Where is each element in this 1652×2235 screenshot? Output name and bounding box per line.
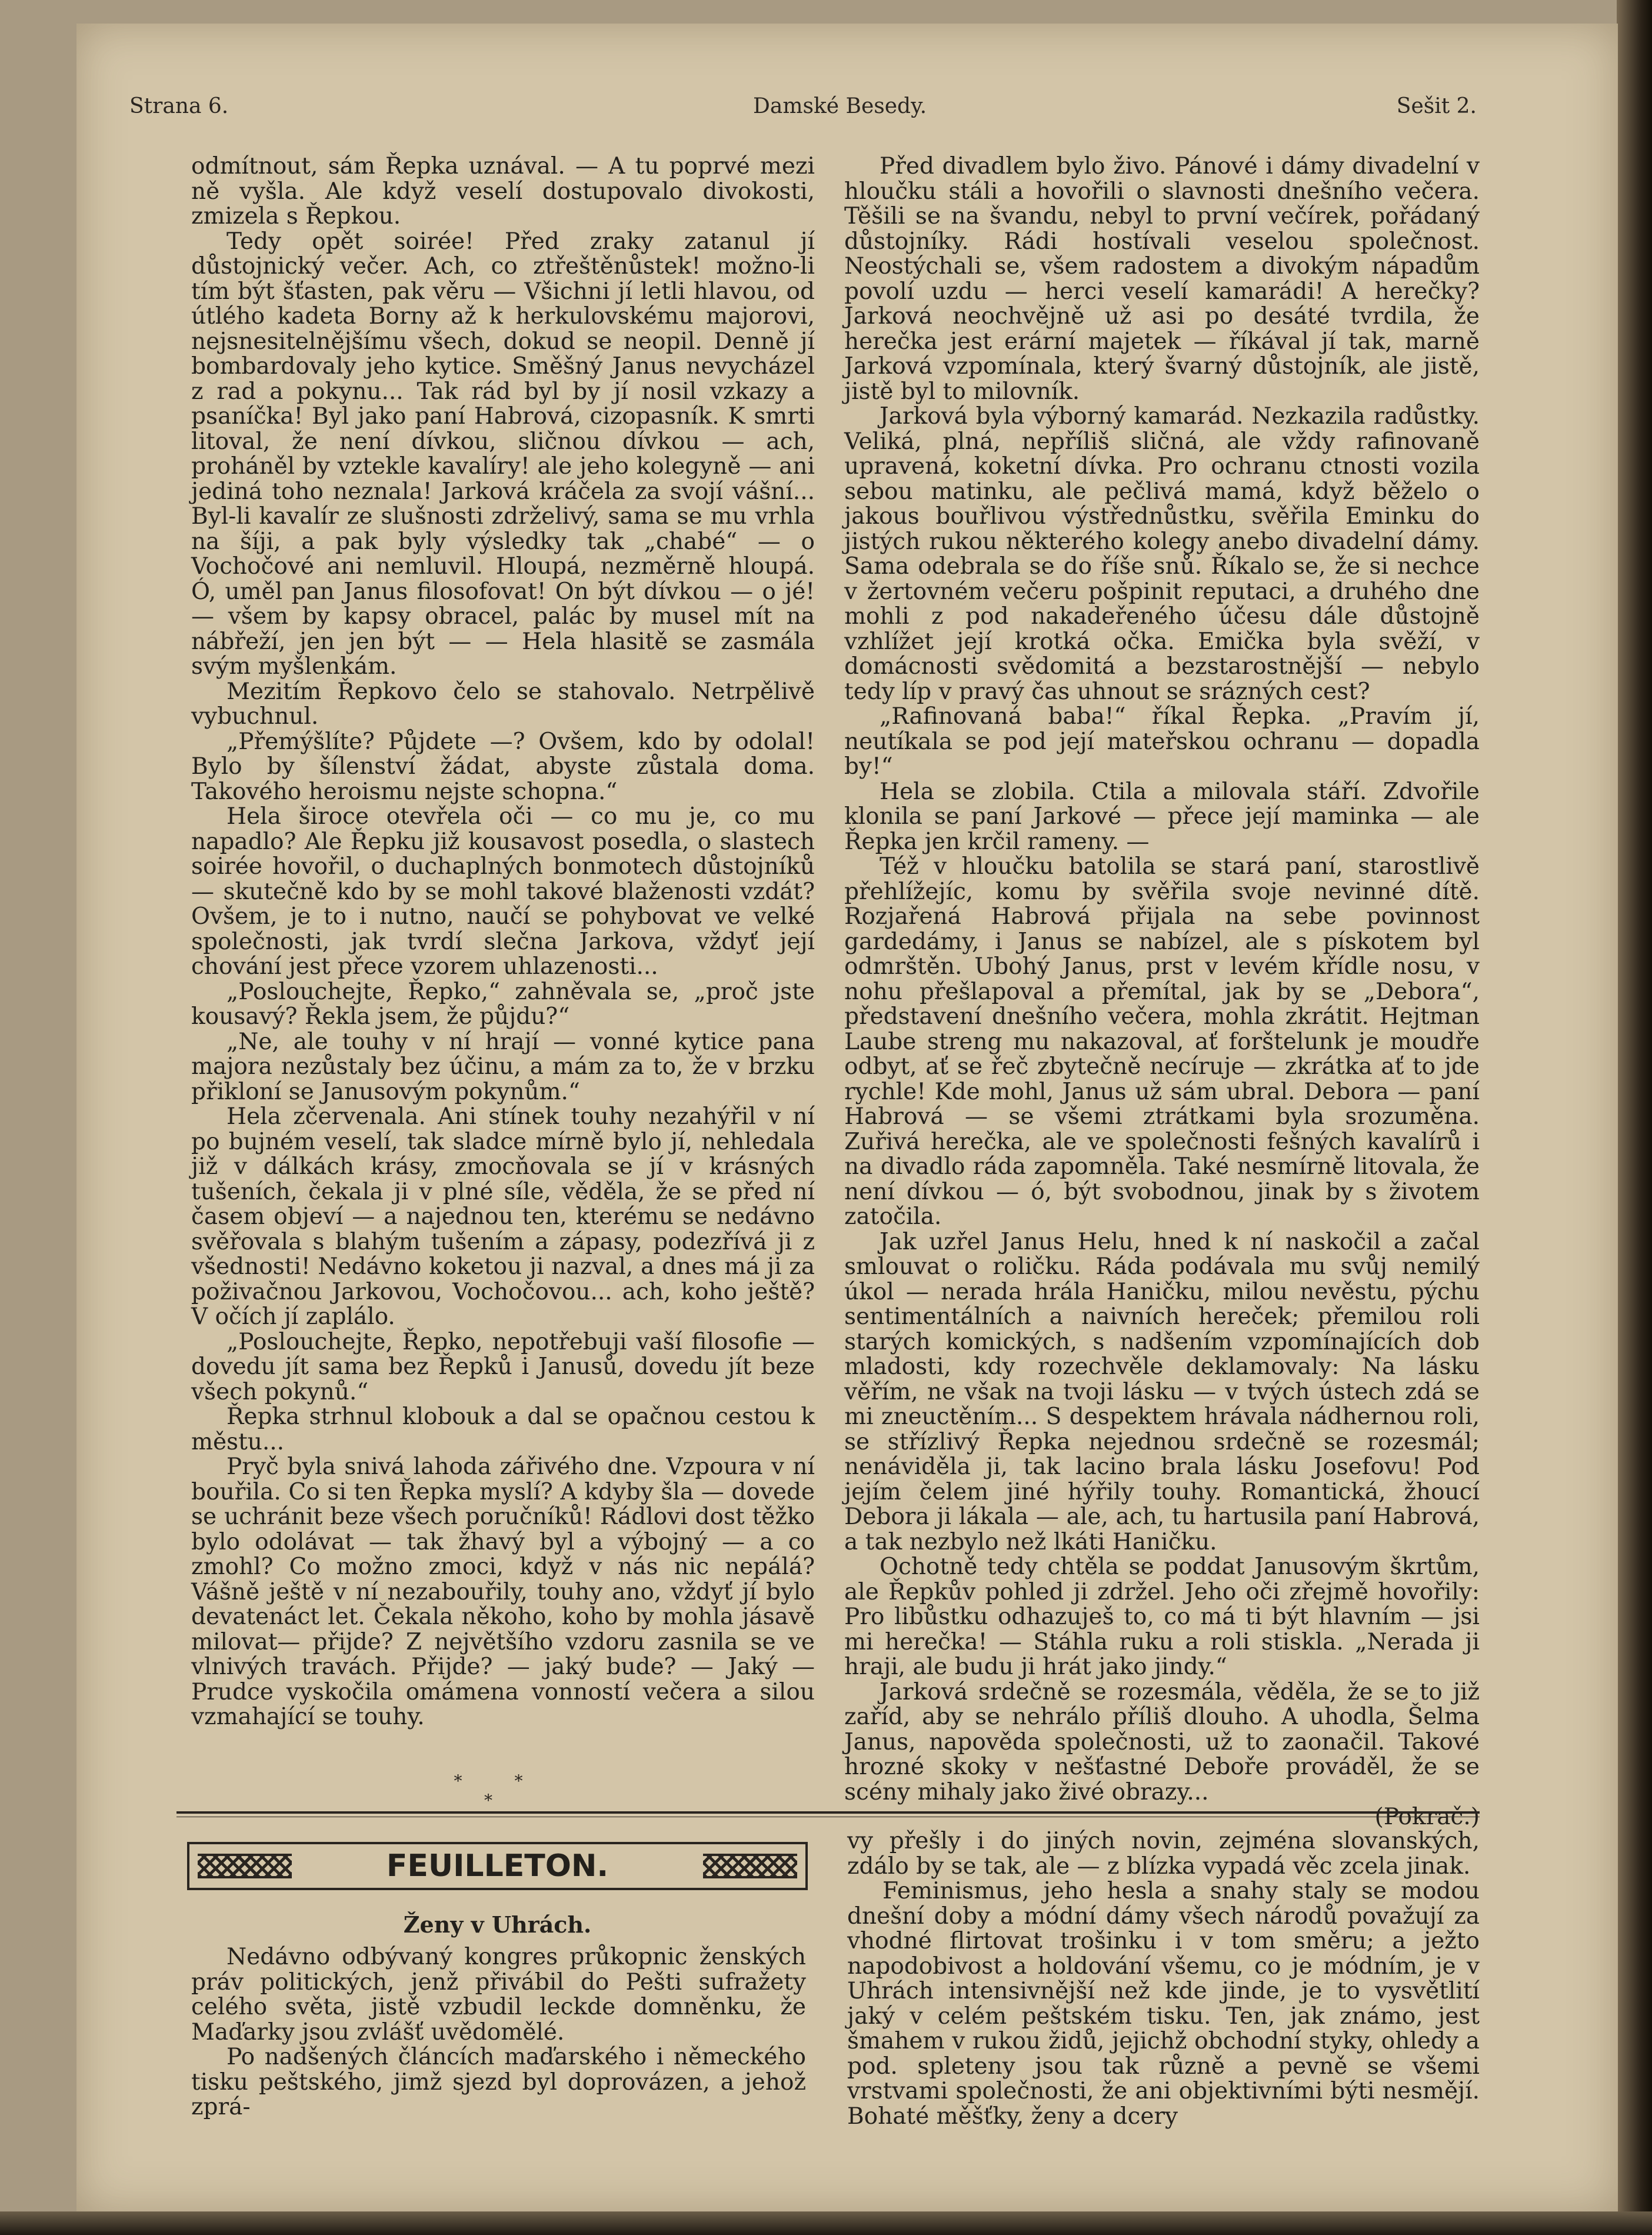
paragraph: Feminismus, jeho hesla a snahy staly se modou dnešní doby a módní dámy všech národů považují za vhodné flirtovat trošinku i v tom směru; a ježto napodobivost a holdování všemu, co je módním, je v Uhrách intensivnější než kde jinde, je to vysvětlití jaký v celém peštském tisku. Ten, jak známo, jest šmahem v rukou židů, jejichž obchodní styky, ohledy a pod. spleteny jsou tak různě a pevně se všemi vrstvami společnosti, že ani objektivními býti nesmějí. Bohaté měšťky, ženy a dcery: [847, 1878, 1480, 2130]
paragraph: Před divadlem bylo živo. Pánové i dámy divadelní v hloučku stáli a hovořili o slavnosti dnešního večera. Těšili se na švandu, nebyl to první večírek, pořádaný důstojníky. Rádi hostívali veselou společnost. Neostýchali se, všem radostem a divokým nápadům povolí uzdu — herci veselí kamarádi! A herečky? Jarková neochvějně už asi po desáté tvrdila, že herečka jest erární majetek — říkával jí tak, marně Jarková vzpomínala, který švarný důstojník, ale jistě, jistě byl to milovník.: [844, 153, 1480, 405]
paragraph: „Přemýšlíte? Půjdete —? Ovšem, kdo by odolal! Bylo by šílenství žádat, abyste zůstala doma. Takového heroismu nejste schopna.“: [191, 728, 815, 805]
scan-edge: [1617, 0, 1652, 2235]
issue-number: Sešit 2.: [1396, 94, 1477, 118]
paragraph: Pryč byla snivá lahoda zářivého dne. Vzpoura v ní bouřila. Co si ten Řepka myslí? A kdyby šla — dovede se uchránit beze všech poručníků! Rádlovi dost těžko bylo odolávat — tak žhavý byl a výbojný — a co zmohl? Co možno zmoci, když v nás nic nepálá? Vášně ještě v ní nezabouřily, touhy ano, vždyť jí bylo devatenáct let. Čekala někoho, koho by mohla jásavě milovat— přijde? Z největšího vzdoru zasnila se ve vlnivých travách. Přijde? — jaký bude? — Jaký — Prudce vyskočila omámena vonností večera a silou vzmahající se touhy.: [191, 1454, 815, 1730]
paragraph: odmítnout, sám Řepka uznával. — A tu poprvé mezi ně vyšla. Ale když veselí dostupovalo divokosti, zmizela s Řepkou.: [191, 153, 815, 230]
feuilleton-banner: [187, 1842, 808, 1890]
paragraph: „Poslouchejte, Řepko,“ zahněvala se, „proč jste kousavý? Řekla jsem, že půjdu?“: [191, 978, 815, 1030]
paragraph: Jak uzřel Janus Helu, hned k ní naskočil a začal smlouvat o roličku. Ráda podávala mu svůj nemilý úkol — nerada hrála Haničku, milou nevěstu, pýchu sentimentálních a naivních hereček; přemilou roli starých komických, s nadšením vzpomínajících dob mladosti, kdy rozechvěle deklamovaly: Na lásku věřím, ne však na tvoji lásku — v tvých ústech zdá se mi zneuctěním... S despektem hrávala nádhernou roli, se střízlivý Řepka nejednou srdečně se rozesmál; nenáviděla ji, tak lacino brala lásku Josefovu! Pod jejím čelem jiné hýřily touhy. Romantická, žhoucí Debora ji lákala — ale, ach, tu hartusila paní Habrová, a tak nezbylo než lkáti Haničku.: [844, 1228, 1480, 1555]
paragraph: Po nadšených článcích maďarského i německého tisku peštského, jimž sjezd byl doprovázen, a jehož zprá-: [191, 2044, 806, 2120]
paragraph: Jarková srdečně se rozesmála, věděla, že se to již zaříd, aby se nehrálo příliš dlouho. A uhodla, Šelma Janus, napověda společnosti, už to zaonačil. Takové hrozné skoky v nešťastné Deboře prováděl, že se scény mihaly jako živé obrazy...: [844, 1678, 1480, 1805]
story-column-right: [844, 154, 1480, 1830]
paragraph: Tedy opět soirée! Před zraky zatanul jí důstojnický večer. Ach, co ztřeštěnůstek! možno-li tím být šťasten, pak věru — Všichni jí letli hlavou, od útlého kadeta Borny až k herkulovskému majorovi, nejsnesitelnějšímu všech, dokud se neopil. Denně jí bombardovaly jeho kytice. Směšný Janus nevycházel z rad a pokynu... Tak rád byl by jí nosil vzkazy a psaníčka! Byl jako paní Habrová, cizopasník. K smrti litoval, že není dívkou, sličnou dívkou — ach, proháněl by vztekle kavalíry! ale jeho kolegyně — ani jediná toho neznala! Jarková kráčela za svojí vášní... Byl-li kavalír ze slušnosti zdrželivý, sama se mu vrhla na šíji, a pak byly výsledky tak „chabé“ — o Vochočové ani nemluvil. Hloupá, nezměrně hloupá. Ó, uměl pan Janus filosofovat! On být dívkou — o jé! — všem by kapsy obracel, palác by musel mít na nábřeží, jen jen být — — Hela hlasitě se zasmála svým myšlenkám.: [191, 228, 815, 680]
paragraph: „Rafinovaná baba!“ říkal Řepka. „Pravím jí, neutíkala se pod její mateřskou ochranu — dopadla by!“: [844, 703, 1480, 780]
publication-title: Damské Besedy.: [753, 94, 927, 118]
paragraph: vy přešly i do jiných novin, zejména slovanských, zdálo by se tak, ale — z blízka vypadá věc zcela jinak.: [847, 1828, 1480, 1880]
paragraph: „Poslouchejte, Řepko, nepotřebuji vaší filosofie — dovedu jít sama bez Řepků i Janusů, dovedu jít beze všech pokynů.“: [191, 1328, 815, 1405]
story-column-left: [191, 154, 815, 1730]
paragraph: Hela široce otevřela oči — co mu je, co mu napadlo? Ale Řepku již kousavost posedla, o slastech soirée hovořil, o duchaplných bonmotech důstojníků — skutečně kdo by se mohl takové blaženosti vzdát? Ovšem, je to i nutno, naučí se pohybovat ve velké společnosti, jak tvrdí slečna Jarkova, vždyť její chování jest přece vzorem uhlazenosti...: [191, 803, 815, 980]
paragraph: Mezitím Řepkovo čelo se stahovalo. Netrpělivě vybuchnul.: [191, 678, 815, 730]
section-divider: [176, 1811, 1480, 1817]
ornament-left-icon: [198, 1854, 292, 1878]
feuilleton-column-left: [191, 1945, 806, 2120]
paragraph: Hela zčervenala. Ani stínek touhy nezahýřil v ní po bujném veselí, tak sladce mírně bylo jí, nehledala již v dálkách krásy, zmocňovala se jí v krásných tušeních, čekala ji v plné síle, věděla, že se před ní časem objeví — a najednou ten, kterému se nedávno svěřovala s blahým tušením a zápasy, podezřívá ji z všednosti! Nedávno koketou ji nazval, a dnes má ji za poživačnou Jarkovou, Vochočovou... ach, koho ještě? V očích jí zaplálo.: [191, 1103, 815, 1330]
page-header: [129, 94, 1477, 129]
feuilleton-column-right: [847, 1829, 1480, 2129]
paragraph: Ochotně tedy chtěla se poddat Janusovým škrtům, ale Řepkův pohled ji zdržel. Jeho oči zřejmě hovořily: Pro libůstku odhazuješ to, co má ti být hlavním — jsi mi herečka! — Stáhla ruku a roli stiskla. „Nerada ji hraji, ale budu ji hrát jako jindy.“: [844, 1554, 1480, 1680]
paragraph: Nedávno odbývaný kongres průkopnic ženských práv politických, jenž přivábil do Pešti sufražety celého světa, jistě vzbudil leckde domněnku, že Maďarky jsou zvlášť uvědomělé.: [191, 1944, 806, 2046]
scan-bottom-edge: [0, 2211, 1652, 2235]
feuilleton-heading: FEUILLETON.: [386, 1848, 609, 1884]
paragraph: Hela se zlobila. Ctila a milovala stáří. Zdvořile klonila se paní Jarkové — přece její maminka — ale Řepka jen krčil rameny. —: [844, 778, 1480, 855]
ornament-right-icon: [703, 1854, 797, 1878]
paragraph: Jarková byla výborný kamarád. Nezkazila radůstky. Veliká, plná, nepříliš sličná, ale vždy rafinovaně upravená, koketní dívka. Pro ochranu ctnosti vozila sebou matinku, ale pečlivá mamá, když běželo o jakous bouřlivou výstřednůstku, svěřila Eminku do jistých rukou některého kolegy anebo divadelní dámy. Sama odebrala se do říše snů. Říkalo se, že si nechce v žertovném večeru pošpinit reputaci, a druhého dne mohli z pod nakadeřeného účesu dále důstojně vzhlížet její krotká očka. Emička byla svěží, v domácnosti svědomitá a bezstarostnější — nebylo tedy líp v pravý čas uhnout se srázných cest?: [844, 403, 1480, 705]
continued-note: (Pokrač.): [1374, 1804, 1480, 1830]
paragraph: Též v hloučku batolila se stará paní, starostlivě přehlížejíc, komu by svěřila svoje nevinné dítě. Rozjařená Habrová přijala na sebe povinnost gardedámy, i Janus se nabízel, ale s pískotem byl odmrštěn. Ubohý Janus, prst v levém křídle nosu, v nohu přešlapoval a přemítal, jak by se „Debora“, představení dnešního večera, mohla zkrátit. Hejtman Laube streng mu nakazoval, ať forštelunk je moudře odbyt, ať se řeč zbytečně necíruje — zkrátka ať to jde rychle! Kde mohl, Janus už sám ubral. Debora — paní Habrová — se všemi ztrátkami byla srozuměna. Zuřivá herečka, ale ve společnosti fešných kavalírů i na divadlo ráda zapomněla. Také nesmírně litovala, že není dívkou — ó, být svobodnou, jinak by s životem zatočila.: [844, 853, 1480, 1230]
paragraph: Řepka strhnul klobouk a dal se opačnou cestou k městu...: [191, 1403, 815, 1455]
article-title: Ženy v Uhrách.: [403, 1911, 592, 1938]
page-number: Strana 6.: [129, 94, 229, 118]
section-break-stars: * * *: [454, 1771, 547, 1810]
paragraph: „Ne, ale touhy v ní hrají — vonné kytice pana majora nezůstaly bez účinu, a mám za to, že v brzku přikloní se Janusovým pokynům.“: [191, 1028, 815, 1105]
